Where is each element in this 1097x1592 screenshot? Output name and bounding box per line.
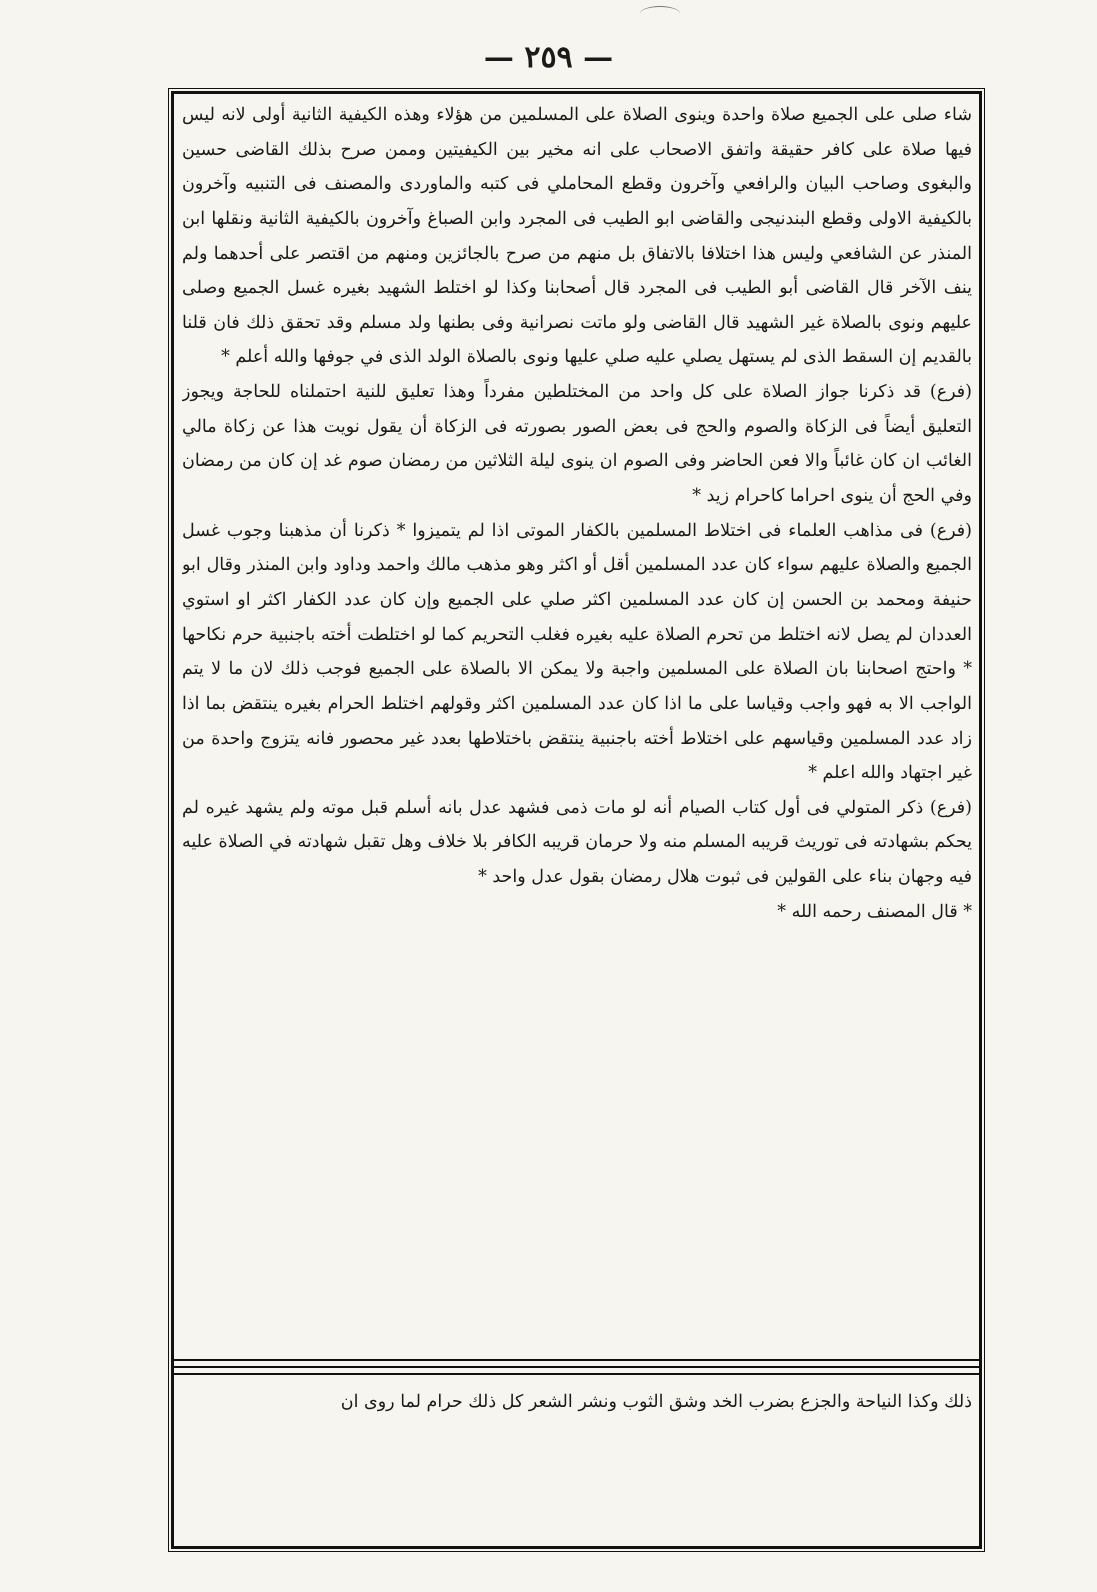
paragraph: (فرع) قد ذكرنا جواز الصلاة على كل واحد من المختلطين مفرداً وهذا تعليق للنية احتملناه للحاجة ويجوز التعليق أيضاً فى الزكاة والصوم والحج فى بعض الصور بصورته فى الزكاة أن يقول نويت هذا عن زكاة مالي الغائب ان كان غائباً والا فعن الحاضر وفى الصوم ان ينوى ليلة الثلاثين من رمضان صوم غد إن كان من رمضان وفي الحج أن ينوى احراما كاحرام زيد * [182, 382, 972, 507]
divider-line [174, 1366, 979, 1368]
paragraph: (فرع) ذكر المتولي فى أول كتاب الصيام أنه لو مات ذمى فشهد عدل بانه أسلم قبل موته ولم يشهد غيره لم يحكم بشهادته فى توريث قريبه المسلم منه ولا حرمان قريبه الكافر بلا خلاف وهل تقبل شهادته في الصلاة عليه فيه وجهان بناء على القولين فى ثبوت هلال رمضان بقول عدل واحد * [182, 797, 972, 888]
paragraph: (فرع) فى مذاهب العلماء فى اختلاط المسلمين بالكفار الموتى اذا لم يتميزوا * ذكرنا أن مذهبنا وجوب غسل الجميع والصلاة عليهم سواء كان عدد المسلمين أقل أو اكثر وهو مذهب مالك واحمد وداود وابن المنذر وقال ابو حنيفة ومحمد بن الحسن إن كان عدد المسلمين اكثر صلي على الجميع وإن كان عدد الكفار اكثر او استوي العددان لم يصل لانه اختلط من تحرم الصلاة عليه بغيره فغلب التحريم كما لو اختلطت أخته باجنبية حرم نكاحها * واحتج اصحابنا بان الصلاة على المسلمين واجبة ولا يمكن الا بالصلاة على الجميع فوجب ذلك لان ما لا يتم الواجب الا به فهو واجب وقياسا على ما اذا كان عدد المسلمين اكثر وقولهم اختلط الحرام بغيره ينتقض بما اذا زاد عدد المسلمين وقياسهم على اختلاط أخته باجنبية ينتقض باختلاطها بعدد غير محصور فانه يتزوج واحدة من غير اجتهاد والله اعلم * [182, 520, 972, 784]
footnote-text: ذلك وكذا النياحة والجزع بضرب الخد وشق الثوب ونشر الشعر كل ذلك حرام لما روى ان [340, 1392, 972, 1412]
main-text [182, 98, 972, 1348]
paragraph: شاء صلى على الجميع صلاة واحدة وينوى الصلاة على المسلمين من هؤلاء وهذه الكيفية الثانية أولى لانه ليس فيها صلاة على كافر حقيقة واتفق الاصحاب على انه مخير بين الكيفيتين وممن صرح بذلك القاضى حسين والبغوى وصاحب البيان والرافعي وآخرون وقطع المحاملي فى كتبه والماوردى والمصنف فى التنبيه وآخرون بالكيفية الاولى وقطع البندنيجى والقاضى ابو الطيب فى المجرد وابن الصباغ وآخرون بالكيفية الثانية ونقلها ابن المنذر عن الشافعي وليس هذا اختلافا بالاتفاق بل منهم من صرح بالجائزين ومنهم من اقتصر على أحدهما ولم ينف الآخر قال القاضى أبو الطيب فى المجرد قال أصحابنا وكذا لو اختلط الشهيد بغيره غسل الجميع وصلى عليهم ونوى بالصلاة غير الشهيد قال القاضى ولو ماتت نصرانية وفى بطنها ولد مسلم وقد تحقق ذلك فان قلنا بالقديم إن السقط الذى لم يستهل يصلي عليه صلي عليها ونوى بالصلاة الولد الذى في جوفها والله أعلم * [182, 105, 972, 368]
page-number: — ٢٥٩ — [483, 40, 614, 75]
divider-line [174, 1373, 979, 1375]
divider-line [174, 1359, 979, 1361]
section-heading: * قال المصنف رحمه الله * [777, 901, 972, 922]
scan-mark [640, 6, 680, 21]
